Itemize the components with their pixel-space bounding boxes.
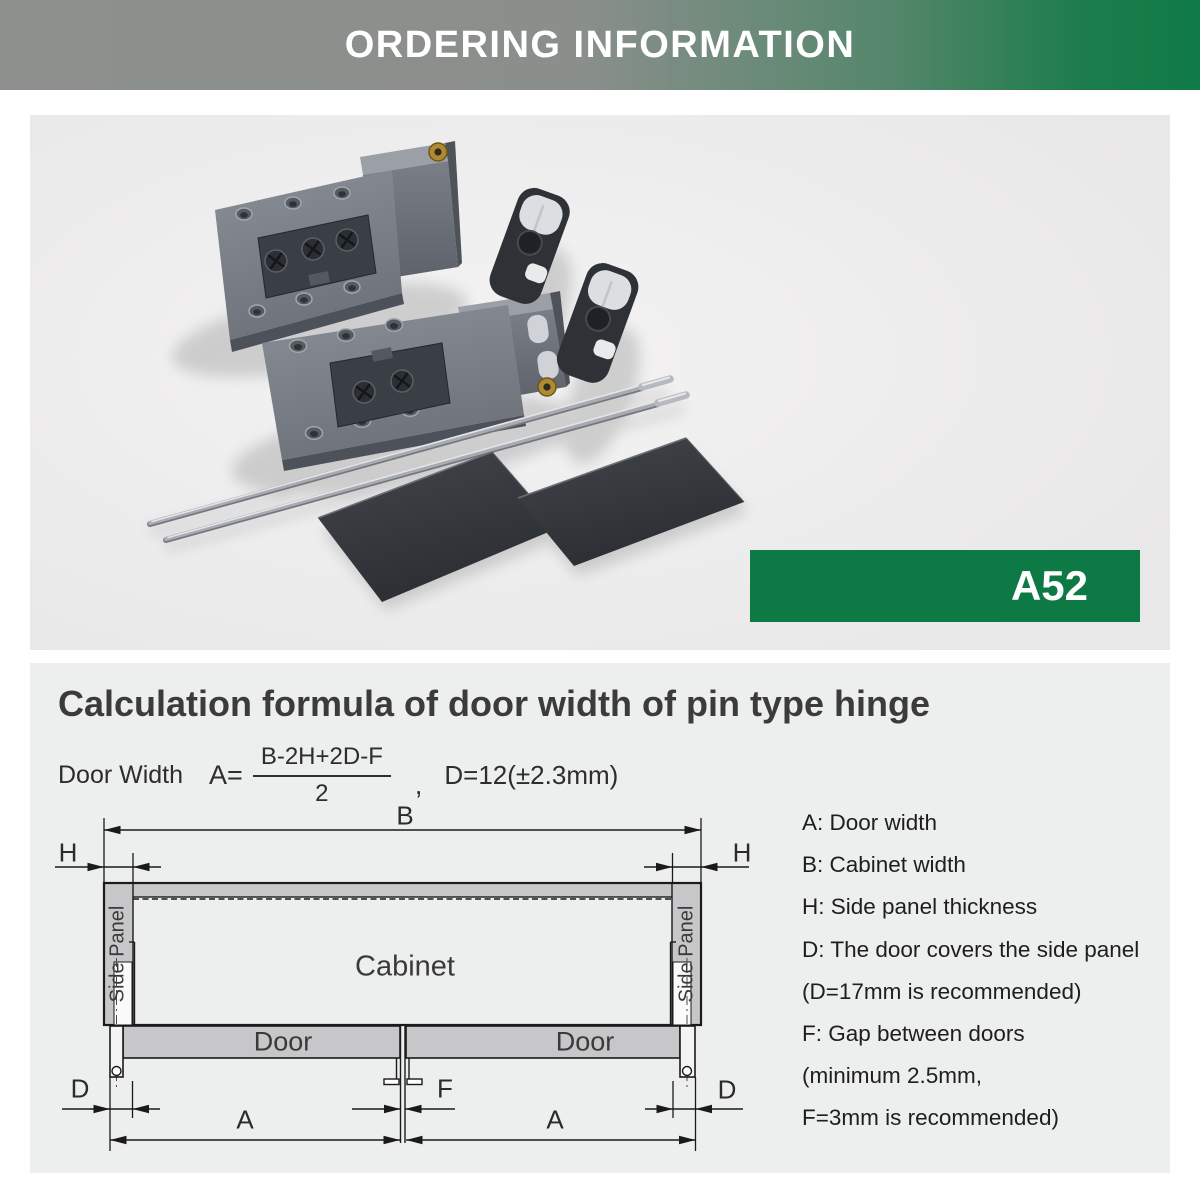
model-badge <box>750 550 1140 622</box>
ordering-information-banner <box>0 0 1200 90</box>
formula-panel <box>30 663 1170 1173</box>
product-photo-panel <box>30 115 1170 650</box>
label-b: B <box>396 800 414 831</box>
label-a-right: A <box>546 1104 564 1135</box>
label-h-right: H <box>732 837 752 868</box>
label-side-panel-right: Side Panel <box>675 905 698 1003</box>
legend-item: (minimum 2.5mm, <box>802 1063 983 1089</box>
banner-title: ORDERING INFORMATION <box>344 23 856 66</box>
legend-item: D: The door covers the side panel <box>802 936 1140 962</box>
label-side-panel-left: Side Panel <box>106 905 129 1003</box>
label-d-right: D <box>717 1074 737 1105</box>
section-title: Calculation formula of door width of pin type hinge <box>58 683 930 724</box>
label-cabinet: Cabinet <box>355 950 455 983</box>
hinge-pin-hole-left <box>112 1067 121 1076</box>
legend-item: H: Side panel thickness <box>802 894 1038 920</box>
legend-item: F: Gap between doors <box>802 1021 1025 1047</box>
legend-item: A: Door width <box>802 810 938 835</box>
fraction-numerator: B-2H+2D-F <box>260 742 383 770</box>
model-badge-label: A52 <box>1010 562 1088 609</box>
extension-lines <box>104 818 701 1151</box>
formula-lhs: A= <box>209 759 243 790</box>
dimension-legend <box>802 802 1170 1140</box>
label-f: F <box>437 1073 453 1104</box>
label-door-left: Door <box>253 1026 313 1057</box>
hinge-pin-hole-right <box>683 1067 692 1076</box>
legend-item: F=3mm is recommended) <box>802 1105 1059 1131</box>
formula-condition: D=12(±2.3mm) <box>444 759 619 790</box>
door-width-label: Door Width <box>58 760 184 789</box>
label-door-right: Door <box>555 1026 615 1057</box>
fraction-denominator: 2 <box>253 775 391 808</box>
formula-comma: , <box>414 769 423 800</box>
legend-item: B: Cabinet width <box>802 852 966 878</box>
label-h-left: H <box>58 837 78 868</box>
label-a-left: A <box>236 1104 254 1135</box>
label-d-left: D <box>70 1073 90 1104</box>
legend-item: (D=17mm is recommended) <box>802 978 1082 1004</box>
